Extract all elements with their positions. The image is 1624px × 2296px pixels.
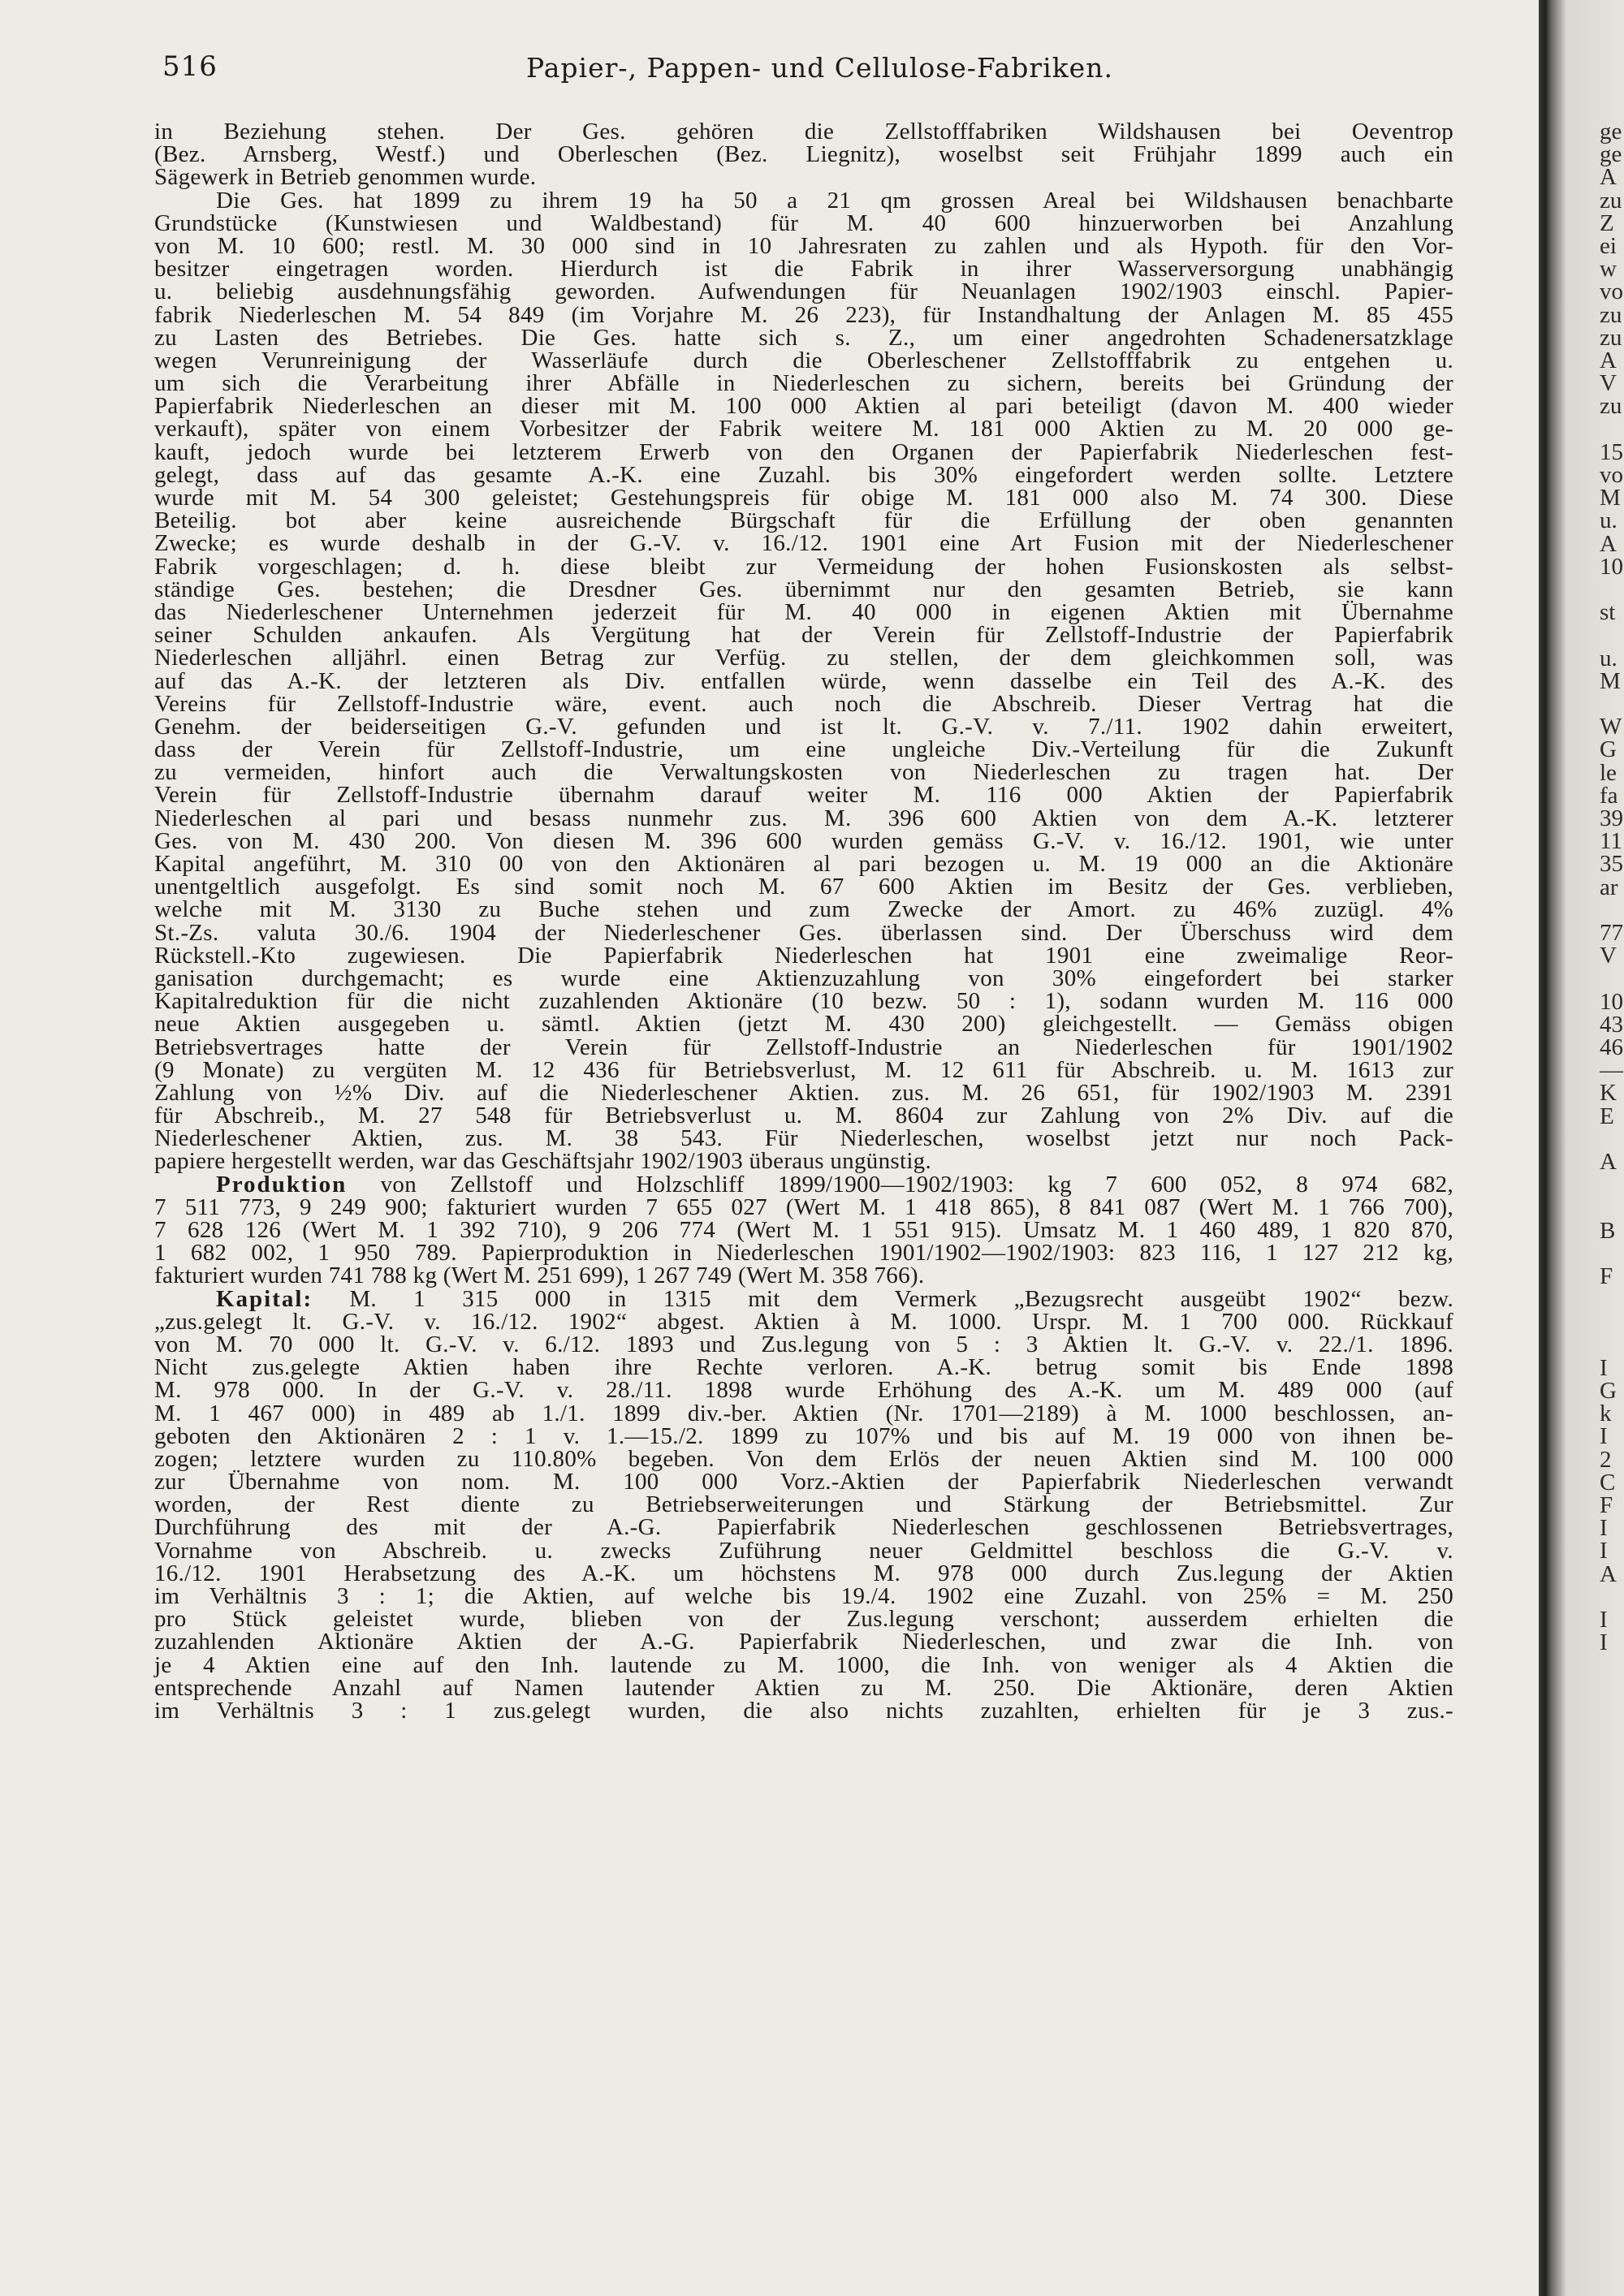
line-text: pro Stück geleistet wurde, blieben von der Zus.legung verschont; ausserdem erhielten die [154, 1606, 1453, 1633]
line-text: 16./12. 1901 Herabsetzung des A.-K. um höchstens M. 978 000 durch Zus.legung der Aktien [154, 1560, 1453, 1586]
edge-fragment: E [1600, 1103, 1614, 1129]
text-line [154, 1104, 1453, 1127]
line-text: Niederleschen alljährl. einen Betrag zur Verfüg. zu stellen, der dem gleichkommen soll, was [154, 645, 1453, 671]
edge-fragment: F [1600, 1263, 1613, 1289]
line-text: Niederleschen al pari und besass nunmehr zus. M. 396 600 Aktien von dem A.-K. letzterer [154, 805, 1453, 831]
line-text: um sich die Verarbeitung ihrer Abfälle in Niederleschen zu sichern, bereits bei Gründung der [154, 370, 1453, 397]
text-line [154, 1562, 1453, 1585]
text-line [154, 827, 1453, 854]
line-text: Kapitalreduktion für die nicht zuzahlenden Aktionäre (10 bezw. 50 : 1), sodann wurden M. 116 000 [154, 988, 1453, 1015]
edge-fragment: 39 [1600, 805, 1623, 831]
line-text: Niederleschener Aktien, zus. M. 38 543. Für Niederleschen, woselbst jetzt nur noch Pack- [154, 1125, 1453, 1152]
edge-fragment: W [1600, 714, 1622, 740]
text-line [154, 967, 1453, 990]
line-text: Zwecke; es wurde deshalb in der G.-V. v. 16./12. 1901 eine Art Fusion mit der Niederleschener [154, 530, 1453, 557]
text-line [154, 1011, 1453, 1038]
text-line [154, 578, 1453, 601]
line-text: unentgeltlich ausgefolgt. Es sind somit noch M. 67 600 Aktien im Besitz der Ges. verblieben, [154, 874, 1453, 900]
text-line [154, 189, 1453, 212]
edge-fragment: st [1600, 599, 1616, 626]
line-text: für Abschreib., M. 27 548 für Betriebsverlust u. M. 8604 zur Zahlung von 2% Div. auf die [154, 1103, 1453, 1129]
edge-fragment: A [1600, 164, 1617, 191]
text-line [154, 143, 1453, 166]
text-line [154, 738, 1453, 761]
edge-fragment: G [1600, 736, 1617, 763]
text-line [154, 461, 1453, 488]
line-text: Papierfabrik Niederleschen an dieser mit M. 100 000 Aktien al pari beteiligt (davon M. 400 wieder [154, 393, 1453, 420]
edge-fragment: I [1600, 1629, 1608, 1655]
line-text: kauft, jedoch wurde bei letzterem Erwerb von den Organen der Papierfabrik Niederleschen fest- [154, 438, 1453, 465]
edge-fragment: u. [1600, 645, 1618, 671]
edge-fragment: I [1600, 1538, 1608, 1564]
text-line [154, 667, 1453, 694]
text-line [154, 256, 1453, 283]
line-text: Vornahme von Abschreib. u. zwecks Zuführung neuer Geldmittel beschloss die G.-V. v. [154, 1537, 1453, 1564]
page-header [162, 50, 1462, 91]
edge-fragment: le [1600, 759, 1617, 786]
text-line [154, 120, 1453, 143]
edge-fragment: A [1600, 1149, 1617, 1175]
edge-fragment: w [1600, 256, 1617, 283]
text-line [154, 1333, 1453, 1356]
edge-fragment: fa [1600, 782, 1618, 809]
edge-fragment: A [1600, 347, 1617, 373]
text-line [154, 1445, 1453, 1472]
text-line [154, 1422, 1453, 1449]
edge-fragment: V [1600, 943, 1617, 969]
edge-fragment: A [1600, 530, 1617, 557]
text-line [154, 1516, 1453, 1539]
text-line [154, 807, 1453, 830]
text-line [154, 944, 1453, 967]
line-text: M. 1 315 000 in 1315 mit dem Vermerk „Bezugsrecht ausgeübt 1902“ bezw. [313, 1285, 1453, 1312]
line-text: 7 628 126 (Wert M. 1 392 710), 9 206 774 (Wert M. 1 551 915). Umsatz M. 1 460 489, 1 820 870, [154, 1217, 1453, 1243]
edge-fragment: zu [1600, 324, 1622, 351]
running-head: Papier-, Pappen- und Cellulose-Fabriken. [526, 52, 1113, 84]
edge-fragment: 10 [1600, 988, 1623, 1015]
line-text: Genehm. der beiderseitigen G.-V. gefunden und ist lt. G.-V. v. 7./11. 1902 dahin erweitert, [154, 713, 1453, 740]
line-text: 7 511 773, 9 249 900; fakturiert wurden 7 655 027 (Wert M. 1 418 865), 8 841 087 (Wert M. 1 766 700), [154, 1193, 1453, 1220]
edge-fragment: I [1600, 1423, 1608, 1450]
edge-fragment: B [1600, 1217, 1616, 1244]
text-line [154, 1699, 1453, 1722]
text-line [154, 1470, 1453, 1493]
text-line [154, 1493, 1453, 1516]
edge-fragment: 35 [1600, 851, 1623, 878]
line-text: Durchführung des mit der A.-G. Papierfabrik Niederleschen geschlossenen Betriebsvertrages, [154, 1514, 1453, 1541]
line-text: zogen; letztere wurden zu 110.80% begeben. Von dem Erlös der neuen Aktien sind M. 100 000 [154, 1445, 1453, 1472]
line-text: besitzer eingetragen worden. Hierdurch ist die Fabrik in ihrer Wasserversorgung unabhängig [154, 256, 1453, 283]
line-text: fabrik Niederleschen M. 54 849 (im Vorjahre M. 26 223), für Instandhaltung der Anlagen M. 85 455 [154, 301, 1453, 328]
text-line [154, 875, 1453, 898]
text-line [154, 1240, 1453, 1267]
edge-fragment: zu [1600, 187, 1622, 214]
line-text: auf das A.-K. der letzteren als Div. entfallen würde, wenn dasselbe ein Teil des A.-K. des [154, 667, 1453, 694]
line-text: (9 Monate) zu vergüten M. 12 436 für Betriebsverlust, M. 12 611 für Abschreib. u. M. 1613 zur [154, 1056, 1453, 1083]
edge-fragment: M [1600, 667, 1621, 694]
text-line [154, 852, 1453, 875]
line-text: welche mit M. 3130 zu Buche stehen und zum Zwecke der Amort. zu 46% zuzügl. 4% [154, 896, 1453, 923]
text-line [154, 555, 1453, 578]
text-line [154, 486, 1453, 509]
text-line [154, 1310, 1453, 1333]
line-text: zu Lasten des Betriebes. Die Ges. hatte sich s. Z., um einer angedrohten Schadenersatzklage [154, 324, 1453, 351]
text-line [154, 1148, 1453, 1175]
edge-fragment: ei [1600, 233, 1617, 259]
line-text: M. 1 467 000) in 489 ab 1./1. 1899 div.-ber. Aktien (Nr. 1701—2189) à M. 1000 beschlossen, an- [154, 1400, 1453, 1426]
text-line [154, 438, 1453, 465]
line-text: M. 978 000. In der G.-V. v. 28./11. 1898 wurde Erhöhung des A.-K. um M. 489 000 (auf [154, 1377, 1453, 1404]
line-text: fakturiert wurden 741 788 kg (Wert M. 251 699), 1 267 749 (Wert M. 358 766). [154, 1262, 925, 1289]
line-text: von M. 10 600; restl. M. 30 000 sind in 10 Jahresraten zu zahlen und als Hypoth. für den Vor- [154, 232, 1453, 259]
line-text: Betriebsvertrages hatte der Verein für Zellstoff-Industrie an Niederleschen für 1901/1902 [154, 1034, 1453, 1060]
text-line [154, 759, 1453, 786]
edge-fragment: 11 [1600, 828, 1622, 855]
line-text: dass der Verein für Zellstoff-Industrie, um eine ungleiche Div.-Verteilung für die Zukunft [154, 736, 1453, 763]
edge-fragment: A [1600, 1560, 1617, 1587]
text-line [154, 1539, 1453, 1562]
text-line [154, 1651, 1453, 1678]
line-text: 1 682 002, 1 950 789. Papierproduktion in Niederleschen 1901/1902—1902/1903: 823 116, 1 127 212 kg, [154, 1240, 1453, 1267]
line-text: von M. 70 000 lt. G.-V. v. 6./12. 1893 und Zus.legung von 5 : 3 Aktien lt. G.-V. v. 22./1. 1896. [154, 1331, 1453, 1357]
line-text: gelegt, dass auf das gesamte A.-K. eine Zuzahl. bis 30% eingefordert werden sollte. Letztere [154, 461, 1453, 488]
edge-fragment: Z [1600, 209, 1614, 236]
line-text: Vereins für Zellstoff-Industrie wäre, event. auch noch die Abschreib. Dieser Vertrag hat die [154, 690, 1453, 717]
edge-fragment: 10 [1600, 553, 1623, 580]
line-text: Verein für Zellstoff-Industrie übernahm darauf weiter M. 116 000 Aktien der Papierfabrik [154, 782, 1453, 809]
line-text: zur Übernahme von nom. M. 100 000 Vorz.-Aktien der Papierfabrik Niederleschen verwandt [154, 1469, 1453, 1495]
line-text: Nicht zus.gelegte Aktien haben ihre Rechte verloren. A.-K. betrug somit bis Ende 1898 [154, 1354, 1453, 1381]
line-text: ständige Ges. bestehen; die Dresdner Ges. übernimmt nur den gesamten Betrieb, sie kann [154, 576, 1453, 602]
edge-fragment: M [1600, 485, 1621, 511]
edge-fragment: F [1600, 1492, 1613, 1518]
text-line [154, 1630, 1453, 1653]
line-text: „zus.gelegt lt. G.-V. v. 16./12. 1902“ abgest. Aktien à M. 1000. Urspr. M. 1 700 000. Rückkauf [154, 1308, 1453, 1335]
text-line [154, 326, 1453, 349]
text-line [154, 1173, 1453, 1196]
text-line [154, 509, 1453, 532]
edge-fragment: G [1600, 1378, 1617, 1404]
line-text: zuzahlenden Aktionäre Aktien der A.-G. Papierfabrik Niederleschen, und zwar die Inh. von [154, 1629, 1453, 1655]
text-line [154, 1377, 1453, 1404]
line-text: wegen Verunreinigung der Wasserläufe durch die Oberleschener Zellstofffabrik zu entgehen u. [154, 347, 1453, 373]
line-text: (Bez. Arnsberg, Westf.) und Oberleschen (Bez. Liegnitz), woselbst seit Frühjahr 1899 auch ein [154, 141, 1453, 168]
line-text: u. beliebig ausdehnungsfähig geworden. Aufwendungen für Neuanlagen 1902/1903 einschl. Papier- [154, 278, 1453, 305]
line-text: Rückstell.-Kto zugewiesen. Die Papierfabrik Niederleschen hat 1901 eine zweimalige Reor- [154, 942, 1453, 969]
edge-fragment: V [1600, 370, 1617, 397]
text-line [154, 393, 1453, 420]
text-line [154, 532, 1453, 555]
text-line [154, 646, 1453, 669]
line-text: Die Ges. hat 1899 zu ihrem 19 ha 50 a 21 qm grossen Areal bei Wildshausen benachbarte [216, 187, 1453, 214]
text-line [154, 898, 1453, 921]
edge-fragment: k [1600, 1400, 1612, 1427]
edge-fragment: K [1600, 1080, 1617, 1107]
line-text: Sägewerk in Betrieb genommen wurde. [154, 164, 537, 191]
text-line [154, 988, 1453, 1015]
line-text: entsprechende Anzahl auf Namen lautender Aktien zu M. 250. Die Aktionäre, deren Aktien [154, 1674, 1453, 1701]
line-text: Fabrik vorgeschlagen; d. h. diese bleibt zur Vermeidung der hohen Fusionskosten als selbst- [154, 553, 1453, 580]
section-label: Produktion [216, 1171, 348, 1198]
line-text: das Niederleschener Unternehmen jederzeit für M. 40 000 in eigenen Aktien mit Übernahme [154, 598, 1453, 625]
edge-fragment: 46 [1600, 1034, 1623, 1060]
edge-fragment: ge [1600, 141, 1622, 168]
text-line [154, 232, 1453, 259]
edge-fragment: — [1600, 1057, 1623, 1084]
line-text: geboten den Aktionären 2 : 1 v. 1.—15./2. 1899 zu 107% und bis auf M. 19 000 von ihnen be- [154, 1422, 1453, 1449]
edge-fragment: 2 [1600, 1446, 1612, 1473]
text-line [154, 372, 1453, 395]
edge-fragment: u. [1600, 507, 1618, 534]
text-line [154, 1193, 1453, 1220]
line-text: worden, der Rest diente zu Betriebserweiterungen und Stärkung der Betriebsmittel. Zur [154, 1491, 1453, 1518]
edge-fragment: 43 [1600, 1011, 1623, 1038]
text-line [154, 921, 1453, 944]
line-text: von Zellstoff und Holzschliff 1899/1900—1902/1903: kg 7 600 052, 8 974 682, [347, 1171, 1453, 1198]
text-line [154, 1606, 1453, 1633]
edge-fragment: C [1600, 1469, 1616, 1495]
text-line [154, 1402, 1453, 1425]
line-text: seiner Schulden ankaufen. Als Vergütung hat der Verein für Zellstoff-Industrie der Papierfabrik [154, 622, 1453, 649]
edge-fragment: 15 [1600, 438, 1623, 465]
text-line [154, 1081, 1453, 1104]
text-line [154, 209, 1453, 236]
text-line [154, 622, 1453, 649]
edge-fragment: vo [1600, 278, 1623, 305]
text-line [154, 280, 1453, 303]
text-line [154, 301, 1453, 328]
text-line [154, 417, 1453, 440]
line-text: papiere hergestellt werden, war das Geschäftsjahr 1902/1903 überaus ungünstig. [154, 1148, 932, 1175]
edge-fragment: I [1600, 1515, 1608, 1542]
edge-fragment: vo [1600, 462, 1623, 488]
edge-fragment: I [1600, 1354, 1608, 1381]
line-text: neue Aktien ausgegeben u. sämtl. Aktien (jetzt M. 430 200) gleichgestellt. — Gemäss obigen [154, 1011, 1453, 1038]
line-text: im Verhältnis 3 : 1; die Aktien, auf welche bis 19./4. 1902 eine Zuzahl. von 25% = M. 250 [154, 1583, 1453, 1609]
text-line [154, 164, 1453, 191]
text-line [154, 715, 1453, 738]
line-text: Kapital angeführt, M. 310 00 von den Aktionären al pari bezogen u. M. 19 000 an die Aktionäre [154, 851, 1453, 877]
text-line [154, 349, 1453, 372]
text-line [154, 690, 1453, 717]
page-number: 516 [162, 50, 218, 83]
section-label: Kapital: [216, 1285, 313, 1312]
text-line [154, 1264, 1453, 1287]
facing-page-edge [1600, 120, 1624, 1654]
line-text: zu vermeiden, hinfort auch die Verwaltungskosten von Niederleschen zu tragen hat. Der [154, 759, 1453, 786]
edge-fragment: ar [1600, 874, 1618, 900]
line-text: Beteilig. bot aber keine ausreichende Bürgschaft für die Erfüllung der oben genannten [154, 507, 1453, 534]
body-text [154, 120, 1453, 1722]
text-line [154, 1056, 1453, 1083]
line-text: verkauft), später von einem Vorbesitzer der Fabrik weitere M. 181 000 Aktien zu M. 20 000 ge- [154, 416, 1453, 442]
text-line [154, 1285, 1453, 1312]
line-text: in Beziehung stehen. Der Ges. gehören die Zellstofffabriken Wildshausen bei Oeventrop [154, 119, 1453, 145]
line-text: Grundstücke (Kunstwiesen und Waldbestand) für M. 40 600 hinzuerworben bei Anzahlung [154, 209, 1453, 236]
line-text: je 4 Aktien eine auf den Inh. lautende zu M. 1000, die Inh. von weniger als 4 Aktien die [154, 1651, 1453, 1678]
edge-fragment: I [1600, 1607, 1608, 1633]
line-text: ganisation durchgemacht; es wurde eine Aktienzuzahlung von 30% eingefordert bei starker [154, 965, 1453, 991]
edge-fragment: 77 [1600, 920, 1623, 946]
text-line [154, 1127, 1453, 1150]
text-line [154, 1219, 1453, 1241]
text-line [154, 1356, 1453, 1379]
text-line [154, 782, 1453, 809]
line-text: im Verhältnis 3 : 1 zus.gelegt wurden, die also nichts zuzahlten, erhielten für je 3 zus.- [154, 1697, 1453, 1724]
text-line [154, 1036, 1453, 1059]
text-line [154, 1674, 1453, 1701]
line-text: St.-Zs. valuta 30./6. 1904 der Niederleschener Ges. überlassen sind. Der Überschuss wird dem [154, 919, 1453, 946]
edge-fragment: zu [1600, 301, 1622, 328]
edge-fragment: ge [1600, 120, 1622, 145]
line-text: Ges. von M. 430 200. Von diesen M. 396 600 wurden gemäss G.-V. v. 16./12. 1901, wie unter [154, 827, 1453, 854]
line-text: Zahlung von ½% Div. auf die Niederleschener Aktien. zus. M. 26 651, für 1902/1903 M. 2391 [154, 1079, 1453, 1106]
text-line [154, 598, 1453, 625]
edge-fragment: zu [1600, 393, 1622, 420]
text-line [154, 1585, 1453, 1608]
line-text: wurde mit M. 54 300 geleistet; Gestehungspreis für obige M. 181 000 also M. 74 300. Diese [154, 485, 1453, 511]
